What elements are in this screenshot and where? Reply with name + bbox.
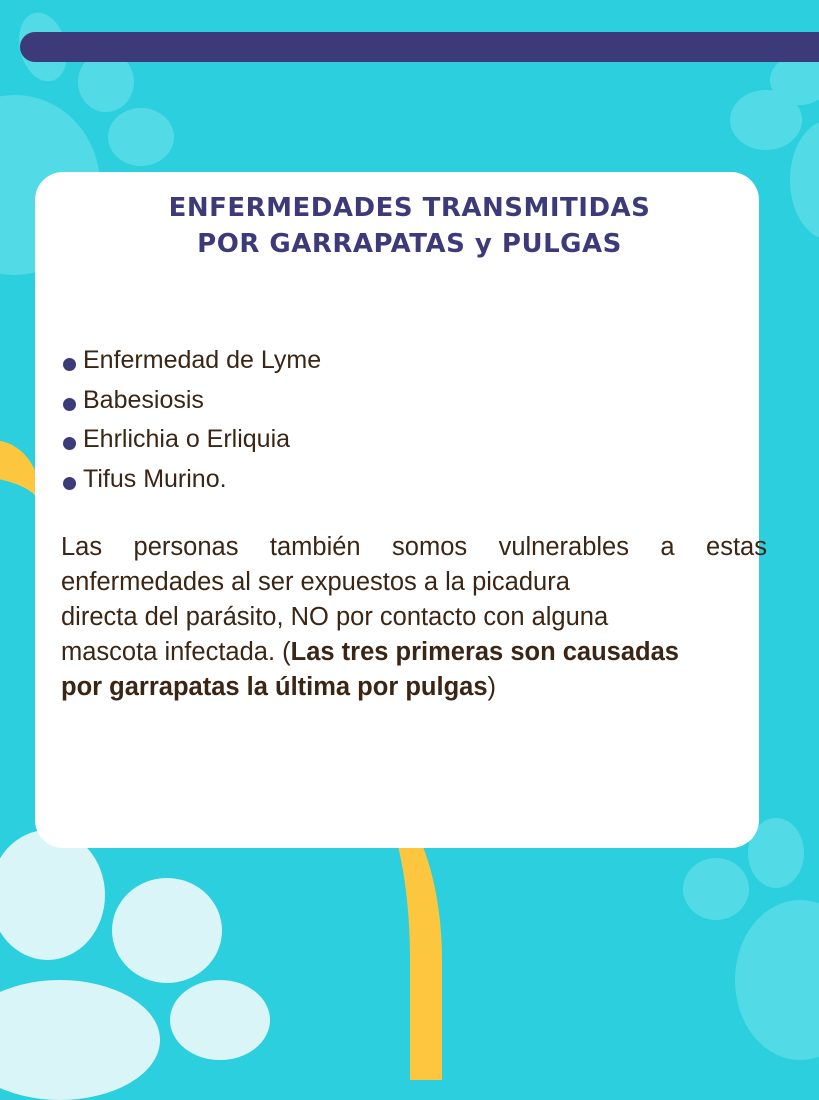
title-line-1: ENFERMEDADES TRANSMITIDAS: [168, 193, 651, 223]
paw-pad-icon: [735, 900, 819, 1060]
list-item: Babesiosis: [63, 381, 321, 421]
paw-toe-icon: [683, 858, 749, 920]
page-title: [0, 190, 819, 262]
bullet-dot-icon: [63, 477, 76, 490]
bullet-dot-icon: [63, 358, 76, 371]
paragraph-line: mascota infectada. (Las tres primeras son causadas: [61, 638, 679, 666]
paragraph-line: directa del parásito, NO por contacto con alguna: [61, 603, 609, 631]
content-card: [35, 172, 759, 848]
paw-toe-icon: [0, 830, 105, 960]
bold-note: por garrapatas la última por pulgas: [61, 673, 488, 701]
paw-toe-icon: [108, 108, 174, 166]
disease-list: [63, 341, 321, 499]
list-item: Tifus Murino.: [63, 460, 321, 500]
bullet-dot-icon: [63, 437, 76, 450]
paragraph-line: enfermedades al ser expuestos a la picadura: [61, 568, 570, 596]
bold-note: Las tres primeras son causadas: [290, 638, 679, 666]
top-accent-bar: [20, 32, 819, 62]
paragraph-line: Las personas también somos vulnerables a estas: [61, 533, 767, 561]
list-item: Ehrlichia o Erliquia: [63, 420, 321, 460]
paragraph-line: por garrapatas la última por pulgas): [61, 673, 497, 701]
info-paragraph: [61, 530, 767, 705]
title-line-2: POR GARRAPATAS y PULGAS: [197, 229, 622, 259]
bullet-dot-icon: [63, 398, 76, 411]
paw-pad-icon: [0, 980, 160, 1100]
list-item: Enfermedad de Lyme: [63, 341, 321, 381]
paw-toe-icon: [170, 980, 270, 1060]
paw-toe-icon: [112, 878, 222, 983]
